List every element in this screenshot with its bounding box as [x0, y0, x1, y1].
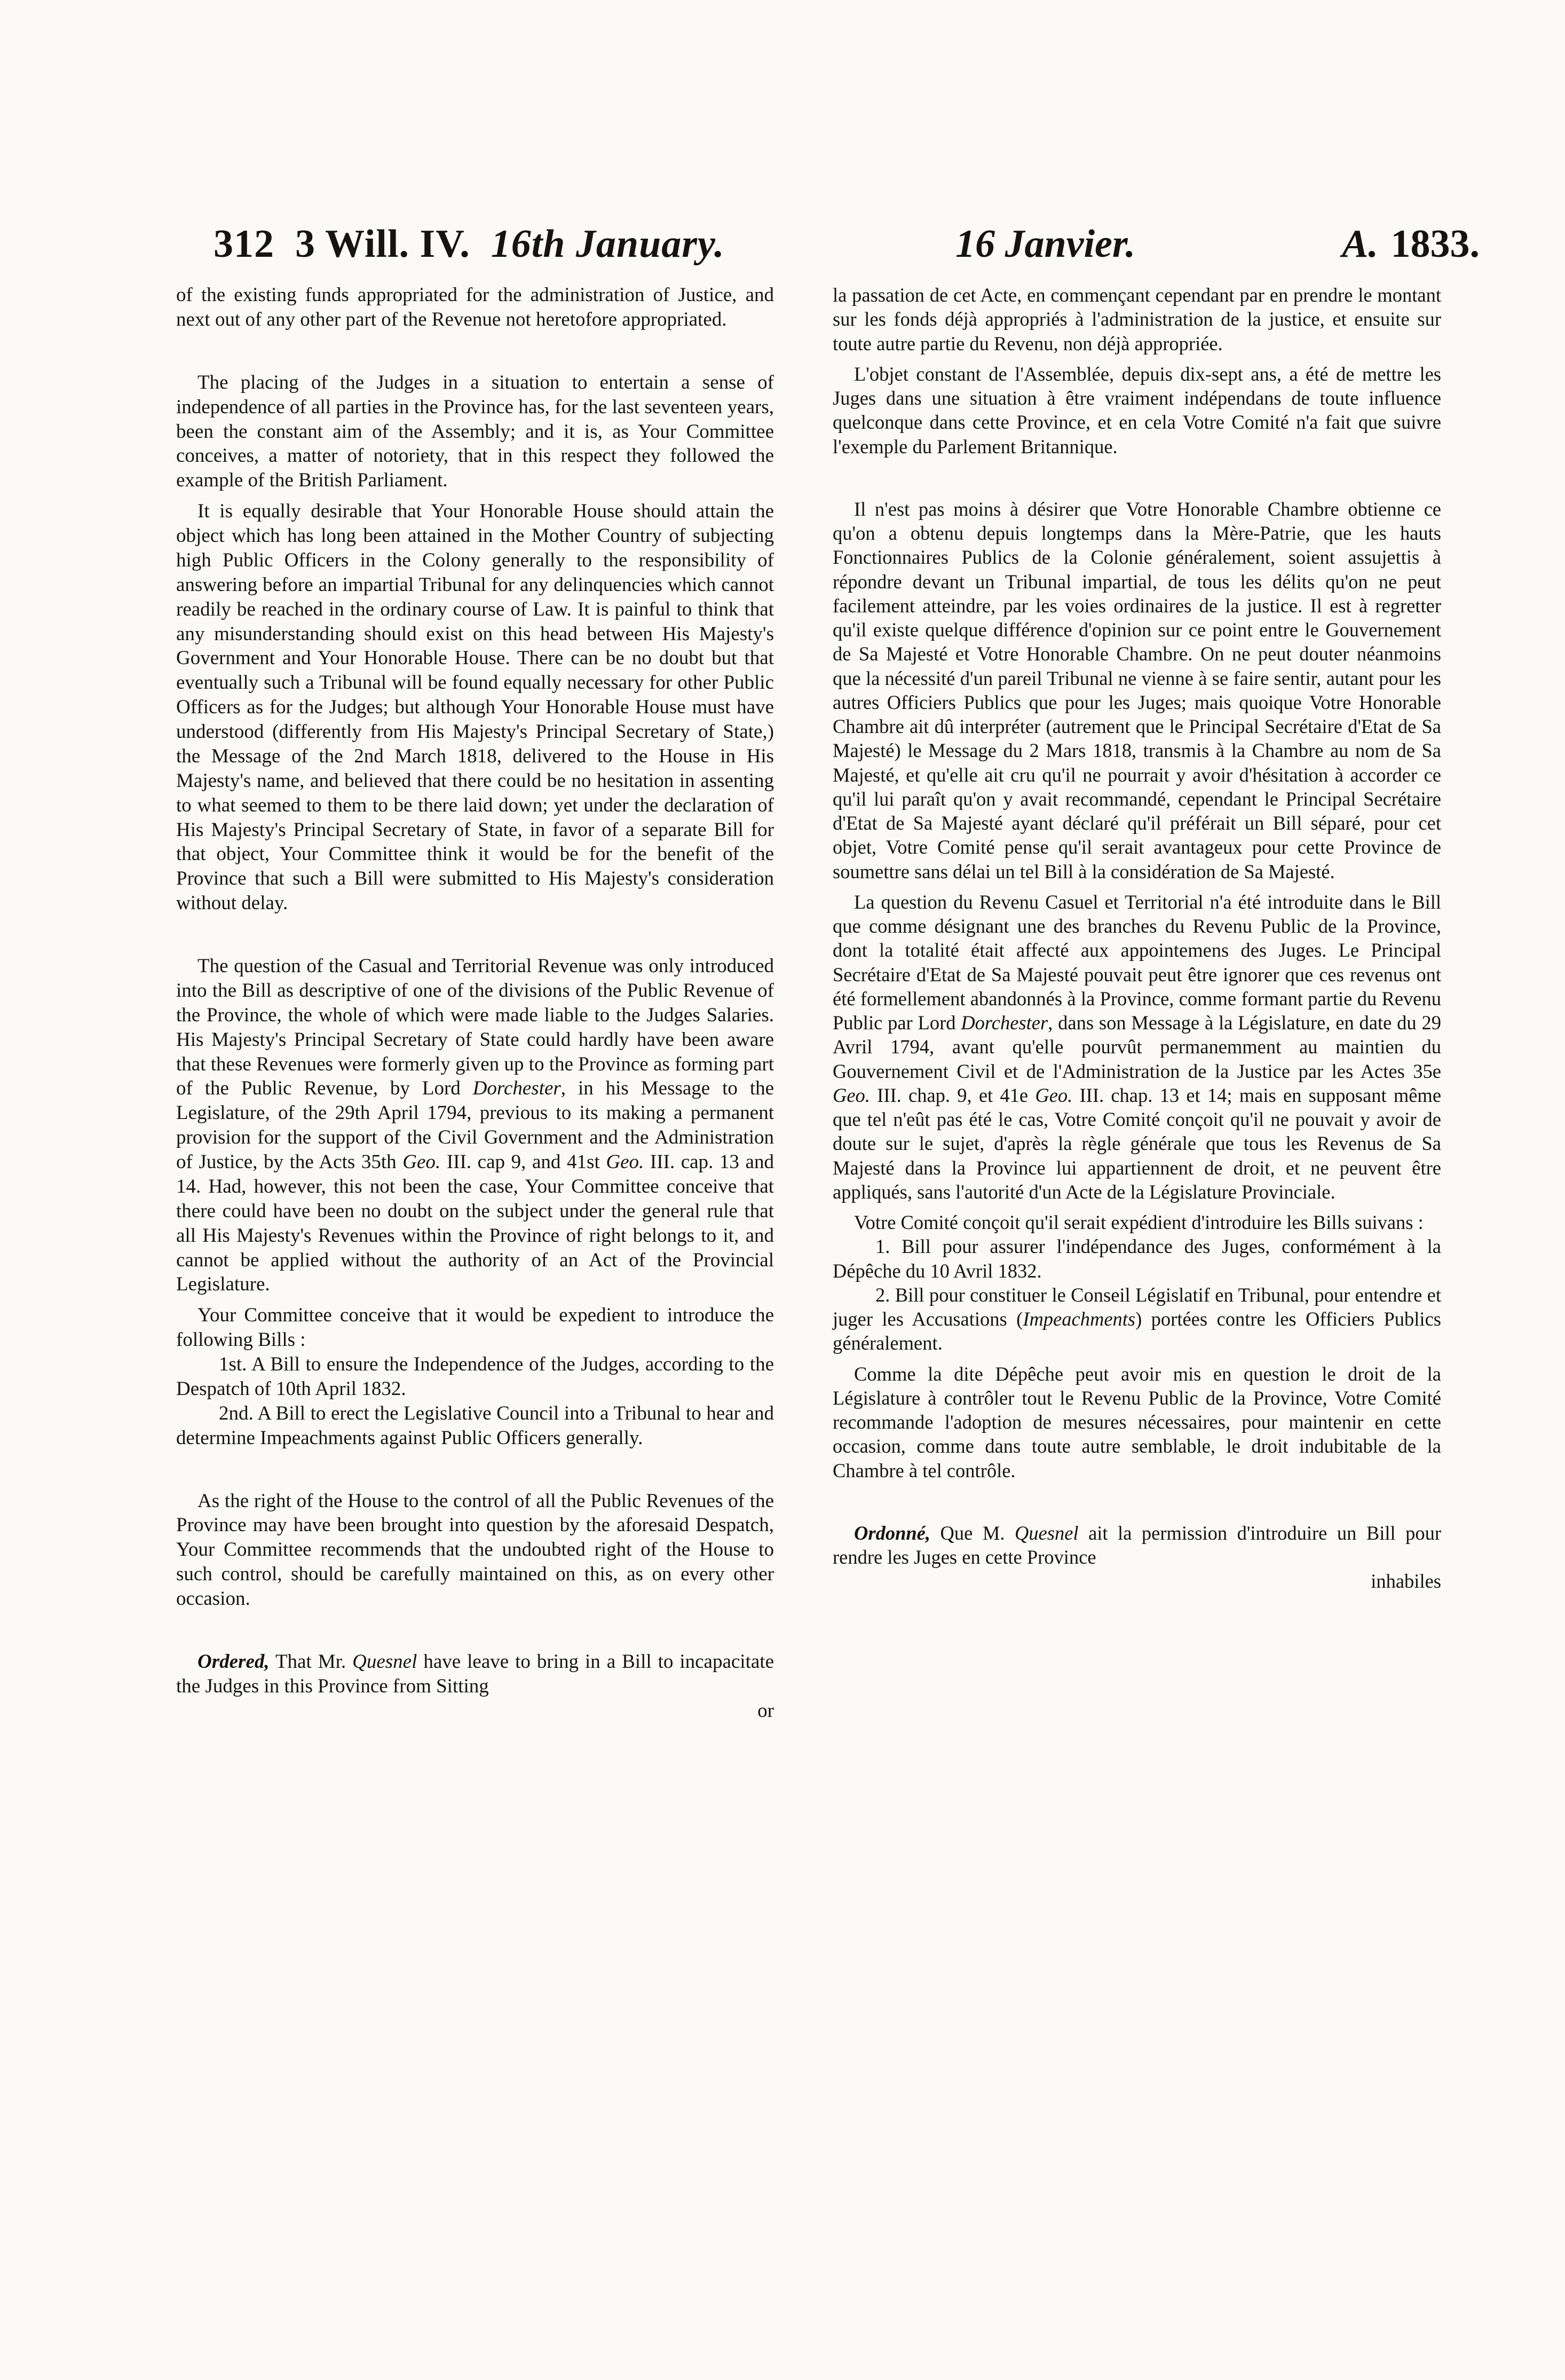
en-ordered-label: Ordered,: [197, 1650, 270, 1673]
en-geo-1: Geo.: [402, 1151, 441, 1173]
fr-order-text-b: ait la permission d'introduire un Bill pour rendre les Juges en cette Province: [833, 1522, 1442, 1568]
fr-p4-text-a: La question du Revenu Casuel et Territorial n'a été introduite dans le Bill que comme désignant une des branches du Revenu Public de la Province, dont la totalité était affecté aux appointemens des Juges. Le Principal Secrétaire d'Etat de Sa Majesté pouvait peut être ignorer que ces revenus ont été formellement abandonnés à la Province, comme formant partie du Revenu Public par Lord: [833, 890, 1441, 1034]
header-right: [955, 222, 1480, 267]
en-p4-text-b: , in his Message to the Legislature, of the 29th April 1794, previous to its making a permanent provision for the support of the Civil Government and the Administration of Justice, by the Acts 35th: [176, 1077, 774, 1173]
fr-paragraph-6: Comme la dite Dépêche peut avoir mis en question le droit de la Législature à contrôler tout le Revenu Public de la Province, Votre Comité recommande l'adoption de mesures nécessaires, pour maintenir en cette occasion, comme dans toute autre semblable, le droit indubitable de la Chambre à tel contrôle.: [833, 1362, 1441, 1481]
page-number: 312: [214, 222, 274, 266]
en-p4-text-c: III. cap 9, and 41st: [446, 1151, 600, 1173]
english-column: [176, 283, 774, 1723]
fr-bill-2: [833, 1283, 1441, 1356]
fr-bill-1: 1. Bill pour assurer l'indépendance des Juges, conformément à la Dépêche du 10 Avril 1832.: [833, 1235, 1441, 1282]
fr-bill-2-text-b: ) portées contre les Officiers Publics généralement.: [833, 1308, 1441, 1354]
french-column: [833, 283, 1441, 1594]
fr-quesnel: Quesnel: [1014, 1522, 1079, 1544]
en-paragraph-4: [176, 954, 774, 1297]
header-left: [214, 222, 725, 267]
en-p4-text-d: III. cap. 13 and 14. Had, however, this not been the case, Your Committee conceive that there could have been no doubt on the subject under the general rule that all His Majesty's Revenues within the Province of right belongs to it, and cannot be applied without the authority of an Act of the Provincial Legislature.: [176, 1151, 774, 1296]
en-paragraph-3: It is equally desirable that Your Honorable House should attain the object which has long been attained in the Mother Country of subjecting high Public Officers in the Colony generally to the responsibility of answering before an impartial Tribunal for any delinquencies which cannot readily be reached in the ordinary course of Law. It is painful to think that any misunderstanding should exist on this head between His Majesty's Government and Your Honorable House. There can be no doubt but that eventually such a Tribunal will be found equally necessary for other Public Officers as for the Judges; but although Your Honorable House must have understood (differently from His Majesty's Principal Secretary of State,) the Message of the 2nd March 1818, delivered to the House in His Majesty's name, and believed that there could be no hesitation in assenting to what seemed to them to be there laid down; yet under the declaration of His Majesty's Principal Secretary of State, in favor of a separate Bill for that object, Your Committee think it would be for the benefit of the Province that such a Bill were submitted to His Majesty's consideration without delay.: [176, 500, 774, 915]
fr-paragraph-2: L'objet constant de l'Assemblée, depuis dix-sept ans, a été de mettre les Juges dans une situation à être vraiment indépendans de toute influence quelconque dans cette Province, et en cela Votre Comité n'a fait que suivre l'exemple du Parlement Britannique.: [833, 362, 1441, 458]
fr-impeachments: Impeachments: [1023, 1308, 1136, 1330]
en-paragraph-1: of the existing funds appropriated for the administration of Justice, and next out of any other part of the Revenue not heretofore appropriated.: [176, 284, 774, 330]
en-paragraph-6: As the right of the House to the control of all the Public Revenues of the Province may have been brought into question by the aforesaid Despatch, Your Committee recommends that the undoubted right of the House to such control, should be carefully maintained on this, as on every other occasion.: [176, 1490, 774, 1610]
fr-paragraph-3: Il n'est pas moins à désirer que Votre Honorable Chambre obtienne ce qu'on a obtenu depuis longtemps dans la Mère-Patrie, que les hauts Fonctionnaires Publics de la Colonie généralement, soient assujettis à répondre devant un Tribunal impartial, de tous les délits qu'on ne peut facilement atteindre, par les voies ordinaires de la justice. Il est à regretter qu'il existe quelque différence d'opinion sur ce point entre le Gouvernement de Sa Majesté et Votre Honorable Chambre. On ne peut douter néanmoins que la nécessité d'un pareil Tribunal ne vienne à se faire sentir, autant pour les autres Officiers Publics que pour les Juges; mais quoique Votre Honorable Chambre ait dû interpréter (autrement que le Principal Secrétaire d'Etat de Sa Majesté) le Message du 2 Mars 1818, transmis à la Chambre au nom de Sa Majesté, et qu'elle ait cru qu'il ne pourrait y avoir d'hésitation à accorder ce qu'il lui paraît qu'on y avait recommandé, cependant le Principal Secrétaire d'Etat de Sa Majesté ayant déclaré qu'il préférait un Bill séparé, pour cet objet, Votre Comité pense qu'il serait avantageux pour cette Province de soumettre sans délai un tel Bill à la considération de Sa Majesté.: [833, 498, 1441, 882]
fr-bill-2-text-a: 2. Bill pour constituer le Conseil Législatif en Tribunal, pour entendre et juger les Accusations (: [833, 1283, 1441, 1330]
english-date: 16th January.: [491, 222, 725, 266]
year: 1833.: [1390, 222, 1480, 266]
year-prefix: A.: [1342, 222, 1378, 266]
en-order-text-b: have leave to bring in a Bill to incapacitate the Judges in this Province from Sitting: [176, 1650, 774, 1697]
fr-paragraph-1: la passation de cet Acte, en commençant cependant par en prendre le montant sur les fonds déjà appropriés à l'administration de la justice, et ensuite sur toute autre partie du Revenu, non déjà appropriée.: [833, 284, 1441, 354]
fr-order-text-a: Que M.: [940, 1522, 1005, 1544]
en-order-text-a: That Mr.: [275, 1650, 346, 1673]
en-p4-text-a: The question of the Casual and Territorial Revenue was only introduced into the Bill as descriptive of one of the divisions of the Public Revenue of the Province, the whole of which were made liable to the Judges Salaries. His Majesty's Principal Secretary of State could hardly have been aware that these Revenues were formerly given up to the Province as forming part of the Public Revenue, by Lord: [176, 955, 774, 1100]
en-quesnel: Quesnel: [352, 1650, 417, 1673]
en-order: [176, 1650, 774, 1699]
fr-catchword: inhabiles: [1371, 1570, 1441, 1593]
fr-paragraph-5: Votre Comité conçoit qu'il serait expédient d'introduire les Bills suivans :: [854, 1211, 1424, 1233]
fr-dorchester: Dorchester: [961, 1012, 1048, 1034]
fr-p4-text-b: , dans son Message à la Législature, en date du 29 Avril 1794, avant qu'elle pourvût permanemment au maintien du Gouvernement Civil et de l'Administration de la Justice par les Actes 35e: [833, 1012, 1441, 1082]
en-bill-2: 2nd. A Bill to erect the Legislative Council into a Tribunal to hear and determine Impeachments against Public Officers generally.: [176, 1402, 774, 1449]
en-geo-2: Geo.: [606, 1151, 644, 1173]
en-catchword: or: [757, 1699, 774, 1722]
fr-ordonne-label: Ordonné,: [854, 1522, 930, 1544]
fr-paragraph-4: [833, 890, 1441, 1204]
fr-p4-text-c: III. chap. 9, et 41e: [877, 1084, 1029, 1106]
en-dorchester: Dorchester: [472, 1077, 561, 1100]
running-header: [214, 222, 1480, 270]
fr-geo-1: Geo.: [833, 1084, 870, 1106]
en-paragraph-5: Your Committee conceive that it would be expedient to introduce the following Bills :: [176, 1304, 774, 1351]
fr-order: [833, 1521, 1441, 1570]
regnal-year: 3 Will. IV.: [295, 222, 470, 266]
en-bill-1: 1st. A Bill to ensure the Independence of the Judges, according to the Despatch of 10th April 1832.: [176, 1353, 774, 1400]
fr-geo-2: Geo.: [1035, 1084, 1073, 1106]
en-paragraph-2: The placing of the Judges in a situation to entertain a sense of independence of all parties in the Province has, for the last seventeen years, been the constant aim of the Assembly; and it is, as Your Committee conceives, a matter of notoriety, that in this respect they followed the example of the British Parliament.: [176, 371, 774, 492]
fr-p4-text-d: III. chap. 13 et 14; mais en supposant même que tel n'eût pas été le cas, Votre Comité conçoit qu'il ne pouvait y avoir de doute sur le sujet, d'après la règle générale que tous les Revenus de Sa Majesté dans la Province lui appartiennent de droit, et ne peuvent être appliqués, sans l'autorité d'un Acte de la Législature Provinciale.: [833, 1084, 1442, 1203]
french-date: 16 Janvier.: [955, 222, 1136, 266]
